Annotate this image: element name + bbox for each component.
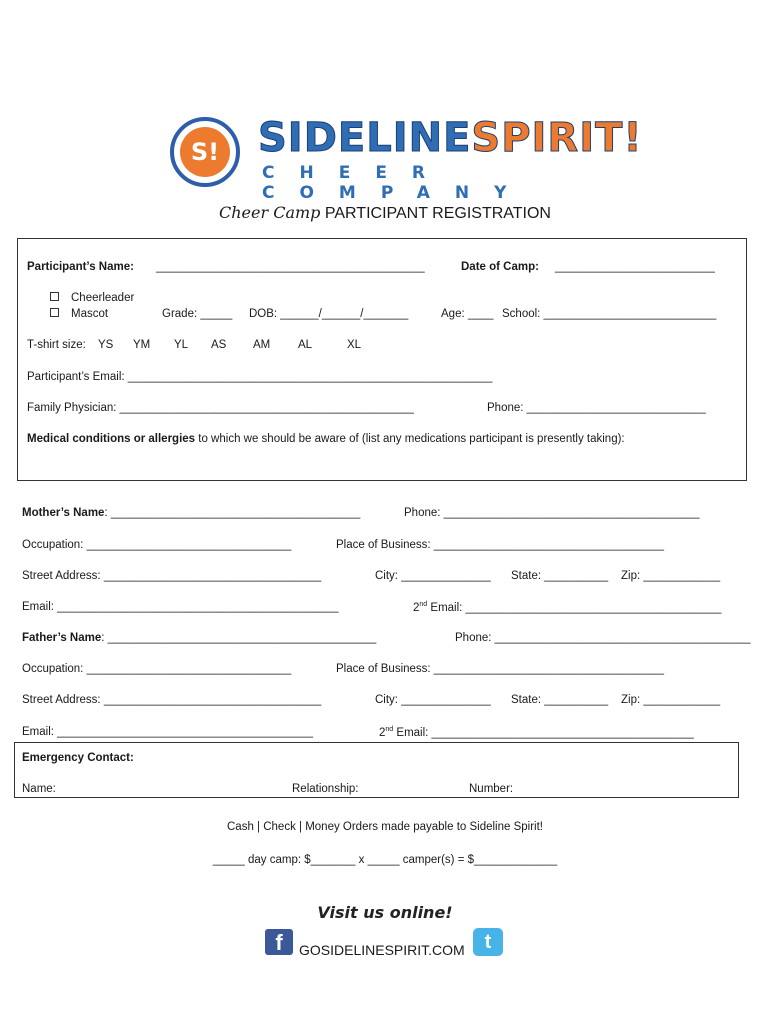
medical-conditions-prompt [27,433,625,445]
physician-phone-field[interactable]: Phone: ____________________________ [487,402,706,414]
logo-wordmark [258,115,643,161]
mother-city-field[interactable]: City: ______________ [375,570,491,582]
role-option-mascot[interactable] [50,308,108,320]
emergency-contact-title: Emergency Contact: [22,752,134,764]
tshirt-size-al[interactable]: AL [298,339,313,351]
logo-mark-text: S! [180,127,230,177]
father-state-field[interactable]: State: __________ [511,694,609,706]
mother-name-label: Mother’s Name [22,507,105,519]
mother-name-field[interactable]: : _______________________________________ [104,507,361,519]
mother-occupation-field[interactable]: Occupation: ________________________________ [22,539,292,551]
facebook-icon[interactable]: f [265,929,293,955]
emergency-name-field[interactable]: Name: [22,783,56,795]
mother-zip-field[interactable]: Zip: ____________ [621,570,721,582]
family-physician-field[interactable]: Family Physician: ______________________________________________ [27,402,414,414]
school-field[interactable]: School: ___________________________ [502,308,717,320]
father-business-field[interactable]: Place of Business: ____________________________________ [336,663,665,675]
role-label: Mascot [71,308,109,320]
logo-word-spirit: SPIRIT! [471,115,643,161]
checkbox-icon[interactable] [50,292,59,301]
father-phone-field[interactable]: Phone: ________________________________________ [455,632,751,644]
twitter-icon[interactable]: t [473,928,503,956]
medical-conditions-text: to which we should be aware of (list any medications participant is presently taking): [195,433,625,445]
visit-online-heading: Visit us online! [317,903,453,922]
ordinal-number: 2 [413,601,420,614]
website-link[interactable]: GOSIDELINESPIRIT.COM [299,942,465,958]
checkbox-icon[interactable] [50,308,59,317]
logo-subtitle: CHEER COMPANY [262,163,532,203]
tshirt-size-label: T-shirt size: [27,339,86,351]
title-main: PARTICIPANT REGISTRATION [324,205,551,222]
mother-second-email-field[interactable] [413,601,721,614]
father-second-email-field[interactable] [379,726,694,739]
role-label: Cheerleader [71,292,135,304]
mother-state-field[interactable]: State: __________ [511,570,609,582]
tshirt-size-am[interactable]: AM [253,339,271,351]
father-occupation-field[interactable]: Occupation: ________________________________ [22,663,292,675]
tshirt-size-ys[interactable]: YS [98,339,114,351]
tshirt-size-yl[interactable]: YL [174,339,189,351]
second-email-line: Email: _________________________________________ [393,726,694,739]
grade-field[interactable]: Grade: _____ [162,308,233,320]
dob-field[interactable]: DOB: ______/______/_______ [249,308,409,320]
mother-business-field[interactable]: Place of Business: ____________________________________ [336,539,665,551]
page-title [0,203,770,223]
participant-email-field[interactable]: Participant’s Email: _________________________________________________________ [27,371,493,383]
mother-name-row[interactable] [22,507,360,519]
role-option-cheerleader[interactable] [50,292,134,304]
date-of-camp-field[interactable]: _________________________ [555,261,715,273]
ordinal-suffix: nd [385,726,394,733]
father-street-field[interactable]: Street Address: __________________________________ [22,694,322,706]
mother-email-field[interactable]: Email: ____________________________________________ [22,601,339,613]
mother-phone-field[interactable]: Phone: ________________________________________ [404,507,700,519]
emergency-contact-section [14,742,739,798]
father-name-field[interactable]: : __________________________________________ [101,632,377,644]
second-email-line: Email: ________________________________________ [427,601,722,614]
emergency-number-field[interactable]: Number: [469,783,514,795]
father-city-field[interactable]: City: ______________ [375,694,491,706]
participant-name-field[interactable]: __________________________________________ [156,261,425,273]
participant-name-label: Participant’s Name: [27,261,134,273]
father-name-row[interactable] [22,632,376,644]
logo-word-sideline: SIDELINE [258,115,472,161]
mother-street-field[interactable]: Street Address: __________________________________ [22,570,322,582]
father-zip-field[interactable]: Zip: ____________ [621,694,721,706]
ordinal-suffix: nd [419,601,428,608]
tshirt-size-ym[interactable]: YM [133,339,151,351]
tshirt-size-as[interactable]: AS [211,339,227,351]
title-cursive: Cheer Camp [219,203,321,222]
age-field[interactable]: Age: ____ [441,308,494,320]
medical-conditions-bold: Medical conditions or allergies [27,433,196,445]
tshirt-size-xl[interactable]: XL [347,339,362,351]
logo-mark [170,117,240,187]
payment-methods: Cash | Check | Money Orders made payable to Sideline Spirit! [227,821,543,833]
father-name-label: Father’s Name [22,632,102,644]
date-of-camp-label: Date of Camp: [461,261,539,273]
ordinal-number: 2 [379,726,386,739]
payment-formula[interactable]: _____ day camp: $_______ x _____ camper(s) = $_____________ [212,854,558,866]
father-email-field[interactable]: Email: ________________________________________ [22,726,313,738]
emergency-relationship-field[interactable]: Relationship: [292,783,359,795]
company-logo [170,113,643,203]
